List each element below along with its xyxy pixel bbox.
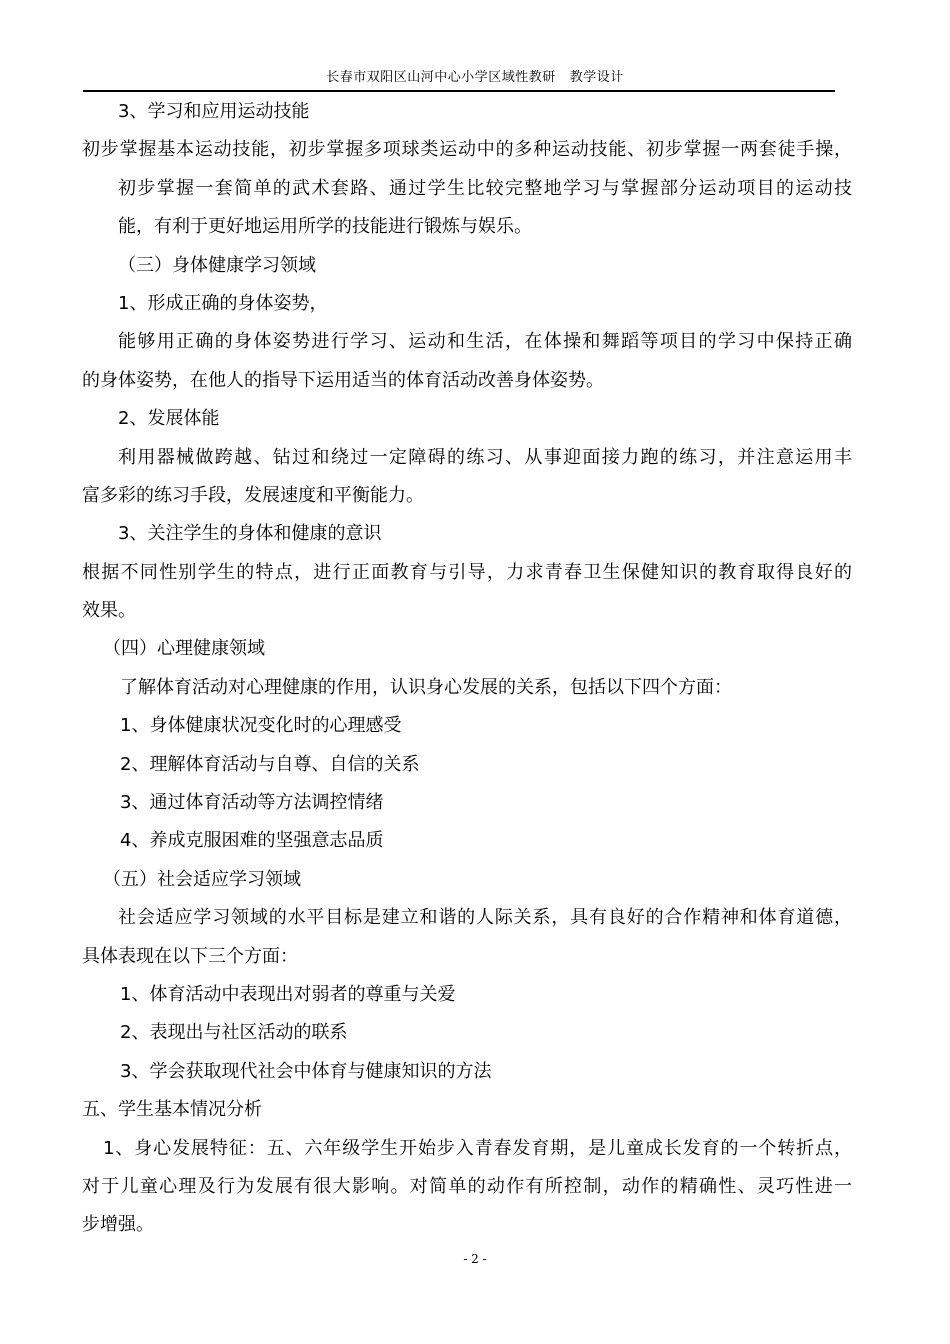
list-item: 3、通过体育活动等方法调控情绪: [120, 792, 384, 814]
paragraph-line: 利用器械做跨越、钻过和绕过一定障碍的练习、从事迎面接力跑的练习，并注意运用丰: [118, 446, 852, 468]
paragraph-line: 初步掌握基本运动技能，初步掌握多项球类运动中的多种运动技能、初步掌握一两套徒手操，: [82, 139, 852, 161]
list-item: 4、养成克服困难的坚强意志品质: [120, 830, 384, 852]
paragraph-line: 社会适应学习领域的水平目标是建立和谐的人际关系，具有良好的合作精神和体育道德，: [118, 907, 852, 929]
paragraph-line: 根据不同性别学生的特点，进行正面教育与引导，力求青春卫生保健知识的教育取得良好的: [82, 561, 852, 583]
list-item: 2、表现出与社区活动的联系: [120, 1022, 348, 1044]
heading-fitness: 2、发展体能: [118, 408, 220, 430]
section-heading-student-analysis: 五、学生基本情况分析: [82, 1099, 262, 1121]
list-item: 2、理解体育活动与自尊、自信的关系: [120, 753, 420, 775]
heading-skills: 3、学习和应用运动技能: [118, 101, 310, 122]
paragraph-line: 1、身心发展特征：五、六年级学生开始步入青春发育期，是儿童成长发育的一个转折点，: [103, 1137, 852, 1159]
page-header: 长春市双阳区山河中心小学区域性教研 教学设计: [326, 70, 624, 85]
paragraph-line: 了解体育活动对心理健康的作用，认识身心发展的关系，包括以下四个方面：: [120, 676, 732, 698]
section-heading-social-adaptation: （五）社会适应学习领域: [103, 868, 301, 890]
paragraph-line: 对于儿童心理及行为发展有很大影响。对简单的动作有所控制，动作的精确性、灵巧性进一: [82, 1175, 852, 1197]
document-body: [82, 93, 852, 1245]
list-item: 3、学会获取现代社会中体育与健康知识的方法: [120, 1060, 492, 1082]
paragraph-line: 初步掌握一套简单的武术套路、通过学生比较完整地学习与掌握部分运动项目的运动技: [118, 177, 852, 199]
page-number: - 2 -: [463, 1252, 487, 1266]
section-heading-physical-health: （三）身体健康学习领域: [118, 254, 316, 276]
paragraph-line: 步增强。: [82, 1214, 154, 1236]
paragraph-line: 的身体姿势，在他人的指导下运用适当的体育活动改善身体姿势。: [82, 369, 604, 391]
list-item: 1、体育活动中表现出对弱者的尊重与关爱: [120, 983, 456, 1005]
heading-health-awareness: 3、关注学生的身体和健康的意识: [118, 523, 382, 545]
paragraph-line: 具体表现在以下三个方面：: [82, 945, 298, 967]
paragraph-line: 能够用正确的身体姿势进行学习、运动和生活，在体操和舞蹈等项目的学习中保持正确: [118, 331, 852, 353]
heading-posture: 1、形成正确的身体姿势，: [118, 292, 328, 314]
paragraph-line: 富多彩的练习手段，发展速度和平衡能力。: [82, 484, 424, 506]
list-item: 1、身体健康状况变化时的心理感受: [120, 715, 402, 737]
paragraph-line: 效果。: [82, 600, 136, 622]
section-heading-mental-health: （四）心理健康领域: [103, 638, 265, 660]
header-rule: [83, 90, 835, 92]
paragraph-line: 能，有利于更好地运用所学的技能进行锻炼与娱乐。: [118, 216, 532, 238]
